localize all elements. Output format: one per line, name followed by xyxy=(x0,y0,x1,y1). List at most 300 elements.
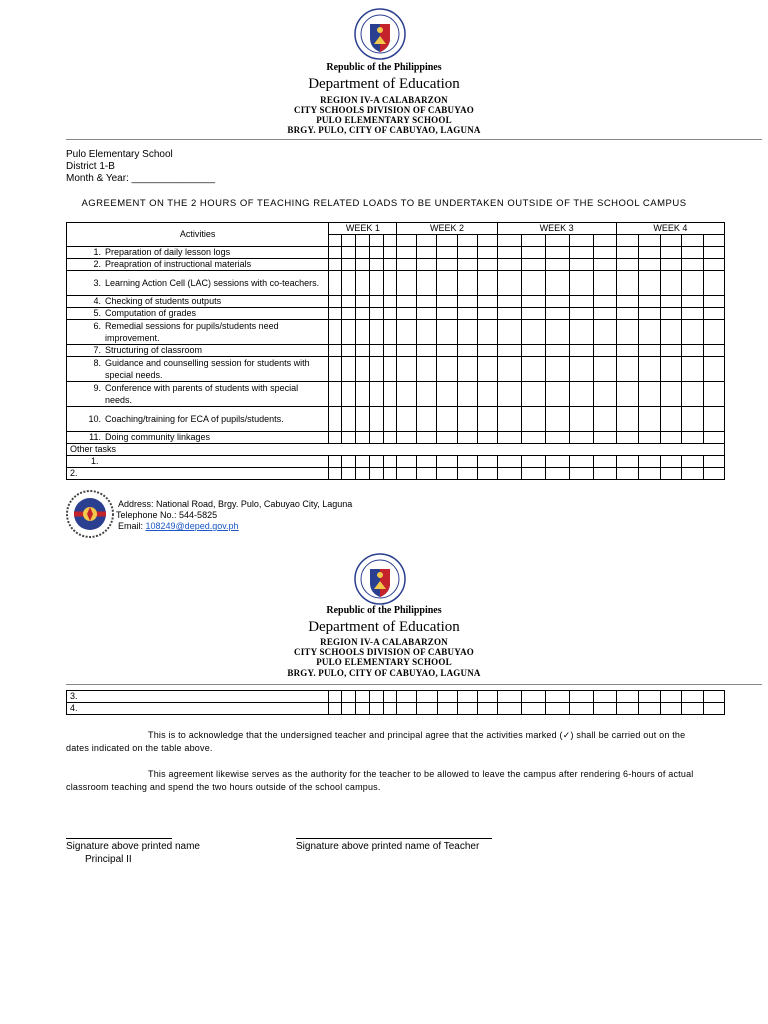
check-cell[interactable] xyxy=(384,259,397,271)
check-cell[interactable] xyxy=(660,432,681,444)
check-cell[interactable] xyxy=(660,691,681,703)
check-cell[interactable] xyxy=(417,235,437,247)
check-cell[interactable] xyxy=(356,382,370,407)
check-cell[interactable] xyxy=(356,271,370,296)
check-cell[interactable] xyxy=(356,468,370,480)
check-cell[interactable] xyxy=(593,247,616,259)
check-cell[interactable] xyxy=(329,382,342,407)
check-cell[interactable] xyxy=(384,296,397,308)
check-cell[interactable] xyxy=(545,259,569,271)
check-cell[interactable] xyxy=(342,456,356,468)
check-cell[interactable] xyxy=(370,407,384,432)
check-cell[interactable] xyxy=(681,345,703,357)
check-cell[interactable] xyxy=(329,271,342,296)
check-cell[interactable] xyxy=(681,468,703,480)
check-cell[interactable] xyxy=(417,308,437,320)
check-cell[interactable] xyxy=(384,345,397,357)
check-cell[interactable] xyxy=(356,345,370,357)
check-cell[interactable] xyxy=(569,345,593,357)
check-cell[interactable] xyxy=(593,691,616,703)
check-cell[interactable] xyxy=(477,468,497,480)
check-cell[interactable] xyxy=(593,259,616,271)
check-cell[interactable] xyxy=(497,357,521,382)
check-cell[interactable] xyxy=(660,407,681,432)
check-cell[interactable] xyxy=(497,308,521,320)
check-cell[interactable] xyxy=(384,691,397,703)
check-cell[interactable] xyxy=(703,382,724,407)
check-cell[interactable] xyxy=(437,407,457,432)
check-cell[interactable] xyxy=(397,247,417,259)
check-cell[interactable] xyxy=(384,320,397,345)
check-cell[interactable] xyxy=(437,247,457,259)
check-cell[interactable] xyxy=(417,407,437,432)
check-cell[interactable] xyxy=(593,271,616,296)
check-cell[interactable] xyxy=(417,456,437,468)
check-cell[interactable] xyxy=(437,703,457,715)
check-cell[interactable] xyxy=(638,468,660,480)
check-cell[interactable] xyxy=(638,247,660,259)
check-cell[interactable] xyxy=(545,468,569,480)
check-cell[interactable] xyxy=(660,357,681,382)
check-cell[interactable] xyxy=(681,456,703,468)
check-cell[interactable] xyxy=(638,259,660,271)
check-cell[interactable] xyxy=(417,382,437,407)
check-cell[interactable] xyxy=(384,382,397,407)
check-cell[interactable] xyxy=(437,235,457,247)
check-cell[interactable] xyxy=(370,691,384,703)
check-cell[interactable] xyxy=(342,357,356,382)
check-cell[interactable] xyxy=(417,703,437,715)
check-cell[interactable] xyxy=(397,691,417,703)
check-cell[interactable] xyxy=(660,259,681,271)
check-cell[interactable] xyxy=(569,407,593,432)
check-cell[interactable] xyxy=(593,468,616,480)
check-cell[interactable] xyxy=(356,320,370,345)
check-cell[interactable] xyxy=(329,468,342,480)
check-cell[interactable] xyxy=(457,259,477,271)
check-cell[interactable] xyxy=(397,456,417,468)
check-cell[interactable] xyxy=(457,247,477,259)
check-cell[interactable] xyxy=(397,382,417,407)
check-cell[interactable] xyxy=(497,320,521,345)
check-cell[interactable] xyxy=(342,703,356,715)
check-cell[interactable] xyxy=(477,308,497,320)
check-cell[interactable] xyxy=(437,259,457,271)
check-cell[interactable] xyxy=(370,247,384,259)
check-cell[interactable] xyxy=(497,296,521,308)
check-cell[interactable] xyxy=(342,271,356,296)
check-cell[interactable] xyxy=(384,247,397,259)
check-cell[interactable] xyxy=(437,382,457,407)
check-cell[interactable] xyxy=(593,235,616,247)
check-cell[interactable] xyxy=(370,432,384,444)
check-cell[interactable] xyxy=(477,382,497,407)
check-cell[interactable] xyxy=(545,456,569,468)
check-cell[interactable] xyxy=(616,259,638,271)
check-cell[interactable] xyxy=(417,320,437,345)
check-cell[interactable] xyxy=(356,296,370,308)
check-cell[interactable] xyxy=(681,320,703,345)
check-cell[interactable] xyxy=(417,432,437,444)
check-cell[interactable] xyxy=(593,308,616,320)
check-cell[interactable] xyxy=(521,691,545,703)
check-cell[interactable] xyxy=(370,345,384,357)
check-cell[interactable] xyxy=(384,432,397,444)
check-cell[interactable] xyxy=(616,247,638,259)
check-cell[interactable] xyxy=(569,468,593,480)
check-cell[interactable] xyxy=(457,320,477,345)
check-cell[interactable] xyxy=(569,235,593,247)
check-cell[interactable] xyxy=(477,357,497,382)
check-cell[interactable] xyxy=(638,407,660,432)
check-cell[interactable] xyxy=(342,432,356,444)
check-cell[interactable] xyxy=(703,468,724,480)
check-cell[interactable] xyxy=(370,259,384,271)
check-cell[interactable] xyxy=(545,296,569,308)
check-cell[interactable] xyxy=(477,320,497,345)
check-cell[interactable] xyxy=(417,691,437,703)
check-cell[interactable] xyxy=(497,247,521,259)
check-cell[interactable] xyxy=(370,308,384,320)
check-cell[interactable] xyxy=(437,456,457,468)
check-cell[interactable] xyxy=(703,296,724,308)
check-cell[interactable] xyxy=(457,703,477,715)
check-cell[interactable] xyxy=(660,703,681,715)
check-cell[interactable] xyxy=(384,357,397,382)
check-cell[interactable] xyxy=(384,235,397,247)
check-cell[interactable] xyxy=(477,271,497,296)
check-cell[interactable] xyxy=(616,235,638,247)
check-cell[interactable] xyxy=(342,247,356,259)
check-cell[interactable] xyxy=(384,407,397,432)
check-cell[interactable] xyxy=(616,296,638,308)
check-cell[interactable] xyxy=(703,308,724,320)
check-cell[interactable] xyxy=(342,382,356,407)
check-cell[interactable] xyxy=(342,468,356,480)
check-cell[interactable] xyxy=(437,271,457,296)
check-cell[interactable] xyxy=(545,357,569,382)
check-cell[interactable] xyxy=(329,432,342,444)
check-cell[interactable] xyxy=(569,703,593,715)
check-cell[interactable] xyxy=(370,271,384,296)
check-cell[interactable] xyxy=(569,691,593,703)
check-cell[interactable] xyxy=(660,456,681,468)
check-cell[interactable] xyxy=(703,345,724,357)
check-cell[interactable] xyxy=(329,247,342,259)
check-cell[interactable] xyxy=(545,407,569,432)
check-cell[interactable] xyxy=(681,357,703,382)
check-cell[interactable] xyxy=(545,703,569,715)
check-cell[interactable] xyxy=(370,382,384,407)
check-cell[interactable] xyxy=(703,456,724,468)
check-cell[interactable] xyxy=(616,468,638,480)
check-cell[interactable] xyxy=(417,271,437,296)
check-cell[interactable] xyxy=(616,382,638,407)
check-cell[interactable] xyxy=(660,320,681,345)
check-cell[interactable] xyxy=(593,296,616,308)
check-cell[interactable] xyxy=(397,468,417,480)
check-cell[interactable] xyxy=(593,432,616,444)
check-cell[interactable] xyxy=(681,432,703,444)
check-cell[interactable] xyxy=(681,271,703,296)
check-cell[interactable] xyxy=(397,296,417,308)
check-cell[interactable] xyxy=(638,345,660,357)
check-cell[interactable] xyxy=(681,235,703,247)
check-cell[interactable] xyxy=(638,357,660,382)
check-cell[interactable] xyxy=(477,247,497,259)
check-cell[interactable] xyxy=(497,382,521,407)
check-cell[interactable] xyxy=(437,308,457,320)
check-cell[interactable] xyxy=(638,320,660,345)
check-cell[interactable] xyxy=(681,259,703,271)
check-cell[interactable] xyxy=(569,271,593,296)
check-cell[interactable] xyxy=(329,357,342,382)
check-cell[interactable] xyxy=(703,247,724,259)
check-cell[interactable] xyxy=(329,691,342,703)
check-cell[interactable] xyxy=(437,432,457,444)
check-cell[interactable] xyxy=(616,407,638,432)
check-cell[interactable] xyxy=(457,468,477,480)
check-cell[interactable] xyxy=(681,691,703,703)
check-cell[interactable] xyxy=(569,456,593,468)
footer-email-link[interactable]: 108249@deped.gov.ph xyxy=(145,521,239,531)
check-cell[interactable] xyxy=(569,432,593,444)
check-cell[interactable] xyxy=(356,703,370,715)
check-cell[interactable] xyxy=(457,691,477,703)
check-cell[interactable] xyxy=(497,259,521,271)
check-cell[interactable] xyxy=(521,247,545,259)
check-cell[interactable] xyxy=(370,296,384,308)
check-cell[interactable] xyxy=(437,320,457,345)
check-cell[interactable] xyxy=(356,691,370,703)
check-cell[interactable] xyxy=(569,247,593,259)
check-cell[interactable] xyxy=(497,468,521,480)
check-cell[interactable] xyxy=(384,271,397,296)
check-cell[interactable] xyxy=(521,357,545,382)
check-cell[interactable] xyxy=(569,296,593,308)
check-cell[interactable] xyxy=(477,456,497,468)
check-cell[interactable] xyxy=(397,432,417,444)
check-cell[interactable] xyxy=(616,703,638,715)
check-cell[interactable] xyxy=(417,247,437,259)
check-cell[interactable] xyxy=(477,432,497,444)
check-cell[interactable] xyxy=(681,247,703,259)
check-cell[interactable] xyxy=(437,296,457,308)
check-cell[interactable] xyxy=(521,456,545,468)
check-cell[interactable] xyxy=(457,456,477,468)
check-cell[interactable] xyxy=(397,235,417,247)
check-cell[interactable] xyxy=(329,703,342,715)
check-cell[interactable] xyxy=(497,703,521,715)
check-cell[interactable] xyxy=(370,456,384,468)
check-cell[interactable] xyxy=(638,456,660,468)
check-cell[interactable] xyxy=(477,235,497,247)
check-cell[interactable] xyxy=(342,320,356,345)
check-cell[interactable] xyxy=(417,468,437,480)
check-cell[interactable] xyxy=(638,432,660,444)
check-cell[interactable] xyxy=(593,407,616,432)
check-cell[interactable] xyxy=(616,456,638,468)
check-cell[interactable] xyxy=(497,235,521,247)
check-cell[interactable] xyxy=(457,345,477,357)
check-cell[interactable] xyxy=(457,271,477,296)
check-cell[interactable] xyxy=(638,296,660,308)
check-cell[interactable] xyxy=(703,235,724,247)
check-cell[interactable] xyxy=(521,468,545,480)
check-cell[interactable] xyxy=(342,296,356,308)
check-cell[interactable] xyxy=(397,407,417,432)
check-cell[interactable] xyxy=(569,259,593,271)
check-cell[interactable] xyxy=(593,382,616,407)
check-cell[interactable] xyxy=(703,703,724,715)
check-cell[interactable] xyxy=(457,308,477,320)
check-cell[interactable] xyxy=(660,271,681,296)
check-cell[interactable] xyxy=(342,308,356,320)
check-cell[interactable] xyxy=(545,320,569,345)
check-cell[interactable] xyxy=(342,345,356,357)
check-cell[interactable] xyxy=(370,468,384,480)
check-cell[interactable] xyxy=(477,296,497,308)
check-cell[interactable] xyxy=(521,345,545,357)
check-cell[interactable] xyxy=(329,407,342,432)
check-cell[interactable] xyxy=(545,235,569,247)
check-cell[interactable] xyxy=(545,432,569,444)
check-cell[interactable] xyxy=(616,345,638,357)
check-cell[interactable] xyxy=(569,308,593,320)
check-cell[interactable] xyxy=(497,691,521,703)
check-cell[interactable] xyxy=(681,703,703,715)
check-cell[interactable] xyxy=(521,308,545,320)
check-cell[interactable] xyxy=(329,345,342,357)
check-cell[interactable] xyxy=(370,320,384,345)
check-cell[interactable] xyxy=(384,468,397,480)
check-cell[interactable] xyxy=(457,296,477,308)
check-cell[interactable] xyxy=(681,382,703,407)
check-cell[interactable] xyxy=(660,468,681,480)
check-cell[interactable] xyxy=(457,357,477,382)
check-cell[interactable] xyxy=(356,456,370,468)
check-cell[interactable] xyxy=(477,703,497,715)
check-cell[interactable] xyxy=(545,271,569,296)
check-cell[interactable] xyxy=(497,271,521,296)
check-cell[interactable] xyxy=(616,357,638,382)
check-cell[interactable] xyxy=(497,345,521,357)
check-cell[interactable] xyxy=(356,259,370,271)
check-cell[interactable] xyxy=(329,456,342,468)
check-cell[interactable] xyxy=(356,357,370,382)
check-cell[interactable] xyxy=(593,345,616,357)
check-cell[interactable] xyxy=(545,382,569,407)
check-cell[interactable] xyxy=(521,271,545,296)
check-cell[interactable] xyxy=(521,259,545,271)
check-cell[interactable] xyxy=(569,357,593,382)
check-cell[interactable] xyxy=(521,296,545,308)
check-cell[interactable] xyxy=(397,357,417,382)
check-cell[interactable] xyxy=(397,345,417,357)
check-cell[interactable] xyxy=(417,296,437,308)
check-cell[interactable] xyxy=(703,357,724,382)
check-cell[interactable] xyxy=(417,259,437,271)
check-cell[interactable] xyxy=(497,432,521,444)
check-cell[interactable] xyxy=(417,357,437,382)
check-cell[interactable] xyxy=(569,382,593,407)
check-cell[interactable] xyxy=(397,271,417,296)
check-cell[interactable] xyxy=(616,320,638,345)
check-cell[interactable] xyxy=(370,357,384,382)
check-cell[interactable] xyxy=(497,407,521,432)
check-cell[interactable] xyxy=(477,345,497,357)
check-cell[interactable] xyxy=(437,468,457,480)
check-cell[interactable] xyxy=(521,320,545,345)
check-cell[interactable] xyxy=(593,456,616,468)
check-cell[interactable] xyxy=(356,235,370,247)
check-cell[interactable] xyxy=(703,691,724,703)
check-cell[interactable] xyxy=(477,691,497,703)
check-cell[interactable] xyxy=(329,296,342,308)
check-cell[interactable] xyxy=(521,382,545,407)
check-cell[interactable] xyxy=(457,235,477,247)
check-cell[interactable] xyxy=(660,296,681,308)
check-cell[interactable] xyxy=(329,320,342,345)
check-cell[interactable] xyxy=(397,308,417,320)
check-cell[interactable] xyxy=(660,382,681,407)
check-cell[interactable] xyxy=(370,703,384,715)
check-cell[interactable] xyxy=(329,235,342,247)
check-cell[interactable] xyxy=(681,308,703,320)
check-cell[interactable] xyxy=(616,432,638,444)
check-cell[interactable] xyxy=(681,407,703,432)
check-cell[interactable] xyxy=(329,308,342,320)
check-cell[interactable] xyxy=(437,691,457,703)
check-cell[interactable] xyxy=(342,235,356,247)
check-cell[interactable] xyxy=(703,320,724,345)
check-cell[interactable] xyxy=(477,259,497,271)
check-cell[interactable] xyxy=(660,345,681,357)
check-cell[interactable] xyxy=(638,235,660,247)
check-cell[interactable] xyxy=(384,308,397,320)
check-cell[interactable] xyxy=(342,691,356,703)
check-cell[interactable] xyxy=(703,432,724,444)
check-cell[interactable] xyxy=(356,247,370,259)
check-cell[interactable] xyxy=(638,308,660,320)
check-cell[interactable] xyxy=(397,703,417,715)
check-cell[interactable] xyxy=(497,456,521,468)
check-cell[interactable] xyxy=(342,259,356,271)
check-cell[interactable] xyxy=(616,691,638,703)
check-cell[interactable] xyxy=(397,259,417,271)
check-cell[interactable] xyxy=(681,296,703,308)
check-cell[interactable] xyxy=(638,703,660,715)
check-cell[interactable] xyxy=(545,247,569,259)
check-cell[interactable] xyxy=(457,382,477,407)
check-cell[interactable] xyxy=(521,407,545,432)
check-cell[interactable] xyxy=(329,259,342,271)
check-cell[interactable] xyxy=(342,407,356,432)
check-cell[interactable] xyxy=(521,432,545,444)
check-cell[interactable] xyxy=(638,271,660,296)
check-cell[interactable] xyxy=(521,235,545,247)
check-cell[interactable] xyxy=(703,259,724,271)
check-cell[interactable] xyxy=(356,432,370,444)
check-cell[interactable] xyxy=(545,345,569,357)
check-cell[interactable] xyxy=(593,703,616,715)
check-cell[interactable] xyxy=(593,320,616,345)
check-cell[interactable] xyxy=(545,691,569,703)
check-cell[interactable] xyxy=(521,703,545,715)
check-cell[interactable] xyxy=(457,432,477,444)
check-cell[interactable] xyxy=(569,320,593,345)
check-cell[interactable] xyxy=(703,271,724,296)
